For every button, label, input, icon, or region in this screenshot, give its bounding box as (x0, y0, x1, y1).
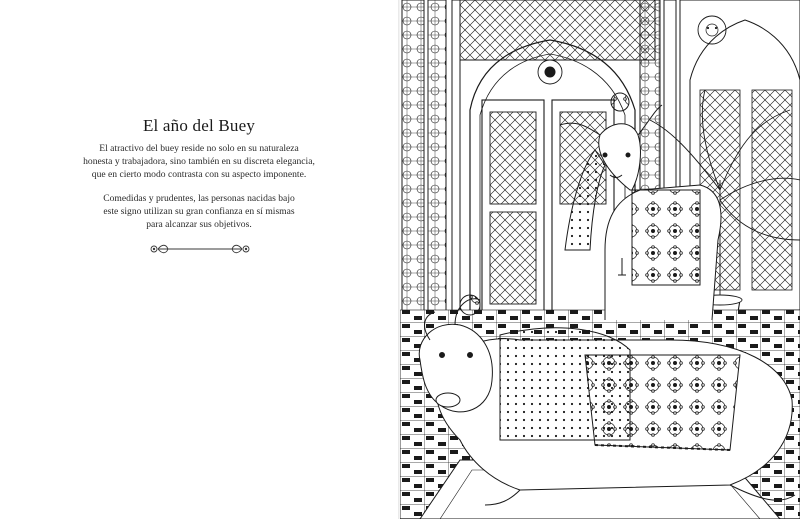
page-title: El año del Buey (142, 116, 256, 135)
paragraph-2-line: este signo utilizan su gran confianza en sí mismas (103, 206, 295, 217)
left-page (0, 0, 398, 519)
flourish-divider-ornament (148, 240, 252, 258)
paragraph-2 (60, 192, 338, 231)
right-page (400, 0, 800, 519)
paragraph-1-line: que en cierto modo contrasta con su aspecto imponente. (91, 169, 307, 180)
paragraph-1 (60, 142, 338, 181)
paragraph-1-line: El atractivo del buey reside no solo en su naturaleza (99, 143, 299, 154)
paragraph-1-line: honesta y trabajadora, sino también en su discreta elegancia, (83, 156, 315, 167)
paragraph-2-line: Comedidas y prudentes, las personas nacidas bajo (103, 193, 295, 204)
paragraph-2-line: para alcanzar sus objetivos. (146, 219, 252, 230)
oxen-illustration (400, 0, 800, 519)
